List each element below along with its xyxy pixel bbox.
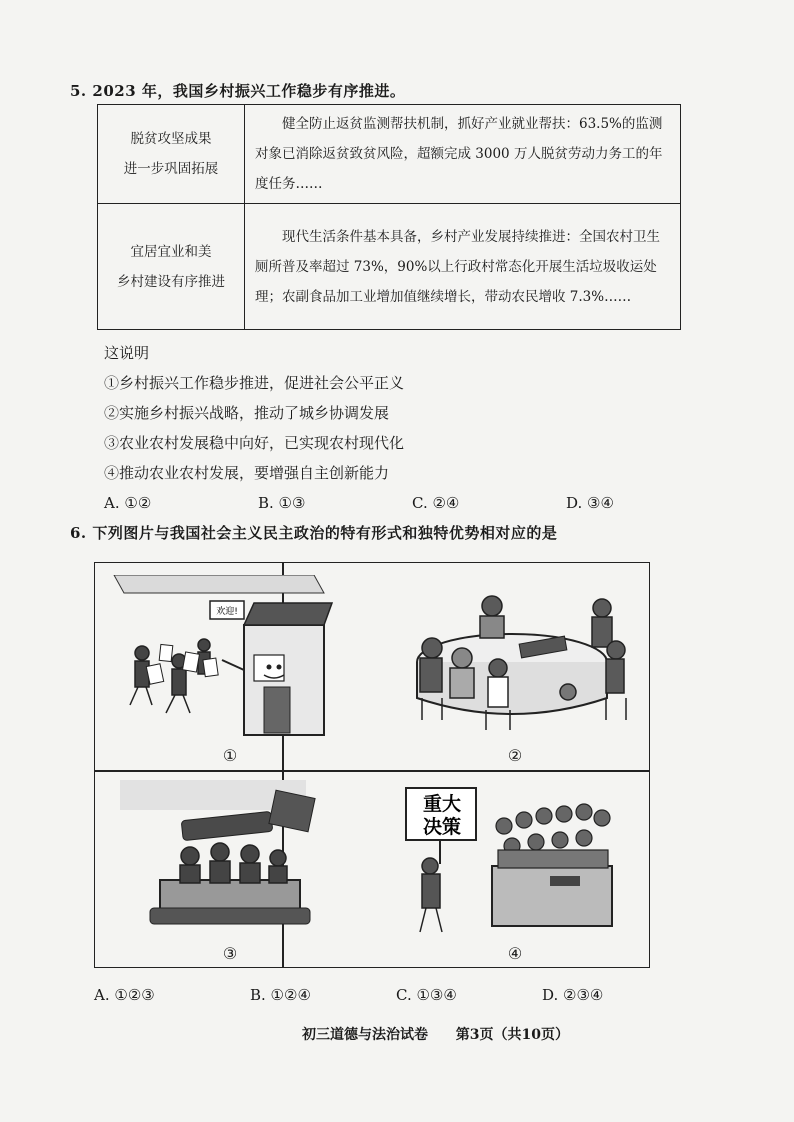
q5-option-d[interactable]: D. ③④: [566, 494, 614, 512]
grid-divider-horizontal: [94, 770, 650, 772]
q6-option-a[interactable]: A. ①②③: [94, 986, 155, 1004]
panel-number-3: ③: [222, 944, 238, 963]
q5-header: [70, 80, 405, 101]
q6-option-b[interactable]: B. ①②④: [250, 986, 311, 1004]
office-visit-illustration: [104, 575, 334, 740]
cartoon-panel-3: [120, 780, 320, 940]
q6-header: [70, 522, 557, 543]
q6-option-d[interactable]: D. ②③④: [542, 986, 604, 1004]
table-row: [98, 105, 681, 204]
q5-option-c[interactable]: C. ②④: [412, 494, 460, 512]
label-line: 脱贫攻坚成果: [130, 131, 212, 147]
q5-statement-2: ②实施乡村振兴战略，推动了城乡协调发展: [104, 404, 390, 422]
congress-meeting-illustration: [120, 780, 320, 940]
q5-option-b[interactable]: B. ①③: [258, 494, 306, 512]
table-row-label: [98, 204, 245, 330]
q5-lead: 这说明: [104, 344, 150, 362]
q6-option-c[interactable]: C. ①③④: [396, 986, 457, 1004]
q6-stem: 下列图片与我国社会主义民主政治的特有形式和独特优势相对应的是: [92, 524, 558, 542]
table-row-label: [98, 105, 245, 204]
decision-sign-line-2: 决策: [422, 816, 462, 838]
label-line: 乡村建设有序推进: [117, 273, 225, 290]
q5-statement-3: ③农业农村发展稳中向好，已实现农村现代化: [104, 434, 405, 452]
footer: [302, 1024, 569, 1044]
footer-page: 第3页（共10页）: [455, 1027, 569, 1043]
q5-table: [97, 104, 681, 330]
q5-statement-4: ④推动农业农村发展，要增强自主创新能力: [104, 464, 390, 482]
major-decision-consultation-illustration: [400, 780, 620, 940]
cartoon-panel-2: [392, 580, 642, 740]
table-row-text: 现代生活条件基本具备，乡村产业发展持续推进：全国农村卫生厕所普及率超过 73%，90%以上行政村常态化开展生活垃圾收运处理；农副食品加工业增加值继续增长，带动农民增收 7.3%……: [245, 204, 681, 330]
table-row-text: 健全防止返贫监测帮扶机制，抓好产业就业帮扶：63.5%的监测对象已消除返贫致贫风险，超额完成 3000 万人脱贫劳动力务工的年度任务……: [245, 105, 681, 204]
label-line: 进一步巩固拓展: [123, 161, 219, 177]
panel-number-2: ②: [507, 746, 523, 765]
welcome-sign-text: 欢迎!: [216, 607, 238, 617]
q5-statement-1: ①乡村振兴工作稳步推进，促进社会公平正义: [104, 374, 405, 392]
label-line: 宜居宜业和美: [130, 243, 212, 260]
cartoon-panel-4: [400, 780, 620, 940]
cartoon-panel-1: [104, 575, 334, 740]
q6-number: 6.: [70, 524, 87, 542]
q5-number: 5.: [70, 82, 87, 100]
round-table-meeting-illustration: [392, 580, 642, 740]
panel-number-4: ④: [507, 944, 523, 963]
footer-subject: 初三道德与法治试卷: [302, 1027, 428, 1043]
panel-number-1: ①: [222, 746, 238, 765]
q5-stem: 2023 年，我国乡村振兴工作稳步有序推进。: [92, 82, 406, 100]
q5-option-a[interactable]: A. ①②: [104, 494, 152, 512]
table-row: [98, 204, 681, 330]
decision-sign-line-1: 重大: [422, 793, 462, 815]
